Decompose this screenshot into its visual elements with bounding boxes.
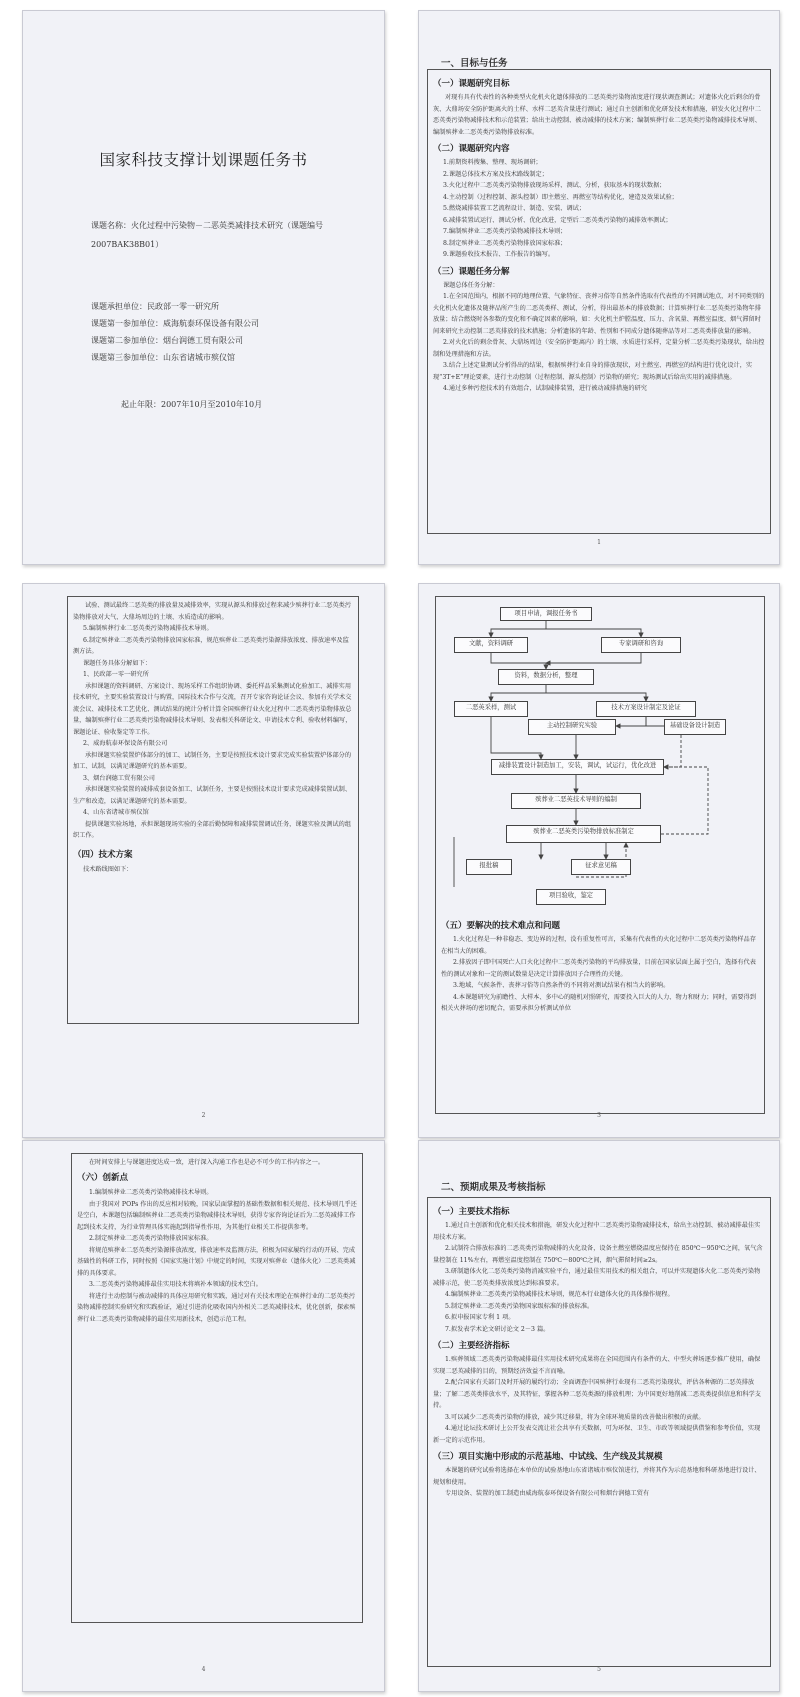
content-item: 3.火化过程中二恶英类污染物排放现场采样、测试、分析，获取基本的现状数据； bbox=[443, 182, 666, 189]
content-item: 4.主动控制（过程控制、源头控制）即主燃室、再燃室等结构优化，建造及效果试验； bbox=[443, 193, 678, 201]
content-item: 9.课题验收技术报告、工作报告的编写。 bbox=[443, 251, 555, 258]
content-item: 7.编制殡葬业二恶英类污染物减排技术导则； bbox=[443, 228, 567, 235]
econ-item: 4.通过论坛技术研讨上公开发表交流让社会共享有关数据，可为环保、卫生、市政等领域提供借鉴和参考价值，实现新一定的示范作用。 bbox=[433, 1425, 761, 1444]
fc-data: 资料，数据分析，整理 bbox=[498, 669, 594, 685]
breakdown-intro: 课题任务具体分解如下： bbox=[83, 659, 152, 667]
fc-accept: 项目验收，鉴定 bbox=[536, 889, 606, 905]
unit-4: 4、山东省诸城市殡仪馆 bbox=[83, 809, 149, 816]
innov-item: 2.制定殡葬业二恶英类污染物排放国家标准。 bbox=[89, 1235, 213, 1242]
content-heading: （二）课题研究内容 bbox=[433, 144, 510, 154]
unit-3-text: 承担课题实验装置的减排成套设备加工、试制任务，主要是按照技术设计要求完成减排装置试制、生产和改造，以满足课题研究的基本需要。 bbox=[73, 786, 352, 805]
undertaker: 课题承担单位：民政部一零一研究所 bbox=[91, 302, 219, 311]
page-number: 1 bbox=[597, 539, 601, 546]
innov-item: 由于我国对 POPs 作出的反应相对较晚，国家层面掌握的基础性数据和相关规范、技术导则几乎还是空白，本课题包括编制殡葬业二恶英类污染物减排技术导则，获得专家咨询论证后为二恶英减排工作起到技术支持，为行业管理具体实施起到指导性作用，为其他行业相关工作提供参考。 bbox=[77, 1200, 357, 1231]
innov-item: 1.编制殡葬业二恶英类污染物减排技术导则。 bbox=[89, 1189, 213, 1196]
unit-1: 1、民政部一零一研究所 bbox=[83, 671, 149, 678]
project-name: 课题名称：火化过程中污染物－二恶英类减排技术研究（课题编号 2007BAK38B01） bbox=[91, 221, 323, 249]
fc-base: 基础设备设计制造 bbox=[664, 719, 726, 735]
content-item: 5.燃烧减排装置工艺流程设计、制造、安装、调试； bbox=[443, 205, 586, 212]
content-item: 8.制定殡葬业二恶英类污染物排放国家标准； bbox=[443, 239, 567, 247]
item-6: 6.制定殡葬业二恶英类污染物排放国家标准，规范殡葬业二恶英类污染源排放浓度、排放速率及监测方法。 bbox=[73, 636, 349, 655]
task-item: 4.通过多种污控技术的有效组合，试制减排装置，进行被动减排措施的研究 bbox=[443, 385, 647, 392]
fc-report: 报批稿 bbox=[466, 859, 512, 875]
tech-item: 2.试制符合排放标准的二恶英类污染物减排的火化设备，设备主燃室燃烧温度应保持在 850℃～950℃之间，氧气含量控制在 11%左右，再燃室温度控制在 750℃～800℃之间，烟气滞留时间≥2s。 bbox=[433, 1245, 763, 1264]
tech-list bbox=[433, 1220, 765, 1335]
fc-lit: 文献，资料调研 bbox=[454, 637, 528, 653]
fc-expert: 专家调研和咨询 bbox=[601, 637, 681, 653]
task-intro: 课题总体任务分解： bbox=[443, 281, 499, 289]
page-number: 4 bbox=[201, 1666, 206, 1673]
goal-heading: （一）课题研究目标 bbox=[433, 79, 510, 89]
section-title: 一、目标与任务 bbox=[441, 58, 508, 69]
cover-title: 国家科技支撑计划课题任务书 bbox=[99, 151, 308, 169]
tech-item: 7.拟发表学术论文研讨论文 2－3 篇。 bbox=[445, 1325, 550, 1333]
goal-text: 对现有具有代表性的各种类型火化机火化遗体排放的二恶英类污染物浓度进行现状调查测试；对遗体火化后剩余的骨灰、大鼎场安全防护距离火的土样、水样二恶英含量进行测试；通过自主创新和优化研发技术和措施，研发火化过程中二恶英类污染物减排技术和示范装置；给出主动控制、被动减排的技术方案；编制殡葬行业二恶英类污染物减排技术导则、编制殡葬业二恶英类污染物排放标准。 bbox=[433, 94, 761, 136]
tech-item: 4.编制殡葬业二恶英类污染物减排技术导则，规范本行业遗体火化的具体操作规程。 bbox=[445, 1291, 674, 1298]
item-5: 5.编制殡葬行业二恶英类污染物减排技术导则。 bbox=[83, 625, 213, 632]
fc-standard: 殡葬业二恶英类污染物排放标准制定 bbox=[506, 825, 661, 843]
unit-4-text: 提供课题实验场地，承担课题现场实验的全部后勤保障和减排装置调试任务，课题实验及测试的组织工作。 bbox=[73, 820, 352, 839]
task-item: 2.对火化后的剩余骨灰、大鼎场周边（安全防护距离内）的土壤、水质进行采样，定量分析二恶英类污染现状，给出控制和处理措施和方法。 bbox=[433, 339, 765, 358]
participant-2: 课题第二参加单位：烟台润德工贸有限公司 bbox=[91, 336, 243, 345]
content-item: 6.减排装置试运行、测试分析、优化改进，定型后二恶英类污染物的减排效率测试； bbox=[443, 216, 672, 224]
page-breakdown bbox=[22, 583, 385, 1138]
plan-heading: （四）技术方案 bbox=[73, 849, 133, 860]
results-box bbox=[427, 1197, 771, 1667]
goals-box bbox=[427, 69, 771, 534]
fc-plan: 技术方案设计制定及论证 bbox=[596, 701, 696, 717]
econ-item: 1.殡葬领域二恶英类污染物减排最佳实用技术研究成果将在全国范围内有条件的大、中型火葬场逐步推广使用，确保实现二恶英减排的目的，预期经济效益不言而喻。 bbox=[433, 1356, 761, 1375]
demo-block bbox=[433, 1465, 765, 1500]
participant-3: 课题第三参加单位：山东省诸城市殡仪馆 bbox=[91, 353, 235, 362]
diff-heading: （五）要解决的技术难点和问题 bbox=[441, 921, 561, 931]
page-cover bbox=[22, 10, 385, 565]
tech-item: 1.通过自主创新和优化相关技术和措施，研发火化过程中二恶英类污染物减排技术，给出主动控制、被动减排最佳实用技术方案。 bbox=[433, 1222, 761, 1241]
diff-item: 4.本课题研究为前瞻性、大样本、多中心的随机对照研究，需要投入巨大的人力、物力和财力；同时，需要得到相关火葬场的密切配合，需要承担分析测试单位 bbox=[441, 993, 756, 1012]
difficulty-section bbox=[441, 915, 759, 1015]
top-text: 试验、测试最终二恶英类的排放量及减排效率，实现从源头和排放过程来减少殡葬行业二恶英类污染物排放对大气、大鼎场周边的土壤、水质造成的影响。 bbox=[73, 602, 352, 621]
flowchart-box bbox=[435, 596, 765, 1114]
demo-text-2: 专用设备、装置的加工制造由威海航泰环保设备有限公司和烟台润德工贸有 bbox=[445, 1490, 650, 1497]
demo-text: 本课题的研究试验将选择在本单位的试验基地山东省诸城市殡仪馆进行，并将其作为示范基地和科研基地进行设计、规划和使用。 bbox=[433, 1467, 761, 1486]
page-results bbox=[418, 1140, 780, 1692]
top-text: 在时间安排上与课题进度达成一致，进行深入沟通工作也是必不可少的工作内容之一。 bbox=[89, 1159, 325, 1166]
page-innovation bbox=[22, 1140, 385, 1692]
tech-item: 6.拟申报国家专利 1 项。 bbox=[445, 1314, 515, 1321]
diff-item: 1.火化过程是一种非稳态、变边界的过程，没有重复性可言，采集有代表性的火化过程中二恶英类污染物样品存在相当大的困难。 bbox=[441, 936, 756, 955]
task-heading: （三）课题任务分解 bbox=[433, 266, 510, 277]
fc-review: 征求意见稿 bbox=[571, 859, 631, 875]
econ-list bbox=[433, 1354, 765, 1446]
innovation-box bbox=[71, 1153, 363, 1623]
diff-list bbox=[441, 934, 759, 1015]
content-item: 1.前期资料搜集、整理、现场调研； bbox=[443, 159, 542, 166]
page-number: 3 bbox=[597, 1112, 601, 1119]
page-goals bbox=[418, 10, 780, 565]
fc-device: 减排装置设计制造加工，安装，调试，试运行，优化改进 bbox=[491, 759, 664, 775]
fc-active: 主动控制研究实验 bbox=[528, 719, 616, 735]
unit-1-text: 承担课题的资料调研、方案设计、现场采样工作组织协调、委托样品采集测试化验加工、减排实用技术研究，主要实验装置设计与购置，国际技术合作与交流，召开专家咨询论证会议、参加有关学术交流会议、减排技术工艺优化、测试结果的统计分析计算全国殡葬行业火化过程中二恶英类污染物排放总量，编制殡葬行业二恶英类污染物减排技术导则、发表相关科研论文、申请技术专利、验收材料编写，课题论证、验收鉴定等工作。 bbox=[73, 682, 352, 736]
innov-item: 3.二恶英类污染物减排最佳实用技术将填补本领域的技术空白。 bbox=[89, 1281, 262, 1288]
participant-1: 课题第一参加单位：威海航泰环保设备有限公司 bbox=[91, 319, 259, 328]
tech-item: 3.研制遗体火化二恶英类污染物消减实验平台，通过最佳实用技术的相关组合，可以并实现遗体火化二恶英类污染物减排示范，使二恶英类排放浓度达到标准要求。 bbox=[433, 1268, 761, 1287]
demo-heading: （三）项目实施中形成的示范基地、中试线、生产线及其规模 bbox=[433, 1452, 663, 1462]
innov-heading: （六）创新点 bbox=[77, 1172, 129, 1183]
content-list bbox=[433, 157, 765, 261]
econ-item: 3.可以减少二恶英类污染物的排放，减少其迁移量，将为全球环境质量的改善做出积极的贡献。 bbox=[445, 1413, 705, 1421]
diff-item: 3.地域、气候条件、丧葬习俗等自然条件的不同将对测试结果有相当大的影响。 bbox=[453, 982, 670, 989]
task-list bbox=[433, 280, 765, 395]
unit-2: 2、威海航泰环保设备有限公司 bbox=[83, 740, 168, 747]
fc-sampling: 二恶英采样，测试 bbox=[454, 701, 528, 717]
breakdown-box bbox=[67, 596, 359, 1024]
tech-heading: （一）主要技术指标 bbox=[433, 1207, 510, 1217]
period: 起止年限：2007年10月至2010年10月 bbox=[121, 400, 263, 409]
page-number: 5 bbox=[597, 1666, 601, 1673]
innov-item: 将进行主动控制与被动减排的具体应用研究和实践，通过对有关技术理论在殡葬行业的二恶英类污染物减排控制实验研究和实践验证，通过引进消化吸收国内外相关二恶英减排技术，优化创新，探索殡葬行业二恶英类污染物减排的最佳实用新技术，创造示范工程。 bbox=[77, 1292, 356, 1323]
fc-start: 项目申请，调报任务书 bbox=[500, 607, 592, 621]
diff-item: 2.排放因子即中国死亡人口火化过程中二恶英类污染物的平均排放量，目前在国家层面上属于空白，选择有代表性的测试对象和一定的测试数量是决定计算排放因子合理性的关键。 bbox=[441, 959, 756, 978]
unit-2-text: 承担课题实验装置炉体部分的加工、试制任务，主要是按照技术设计要求完成实验装置炉体部分的加工、试制，以满足课题研究的基本需要。 bbox=[73, 751, 352, 770]
page-flowchart bbox=[418, 583, 780, 1138]
econ-item: 2.配合国家有关部门及时开展的履约行动；全面调查中国殡葬行业现有二恶英污染现状，评估各种源的二恶英排放量；了解二恶英类排放水平，及其特征，掌握各种二恶英类源的排放机理；为中国更好地削减二恶英类提供信息和科学支持。 bbox=[433, 1379, 761, 1409]
section-title: 二、预期成果及考核指标 bbox=[441, 1182, 546, 1193]
econ-heading: （二）主要经济指标 bbox=[433, 1341, 510, 1351]
content-item: 2.课题总体技术方案及技术路线制定； bbox=[443, 170, 548, 178]
page-number: 2 bbox=[201, 1112, 206, 1119]
innov-item: 将规范殡葬业二恶英类污染源排放浓度，排放速率及监测方法，积极为国家履约行动的开展、完成基础性的科研工作，同时按照《国家实施计划》中规定的时间，实现对殡葬业（遗体火化）二恶英类减排的具体要求。 bbox=[77, 1246, 356, 1277]
task-item: 3.结合上述定量测试分析得出的结果，根据殡葬行业自身的排放现状，对主燃室、再燃室的结构进行优化设计，实现“3T+E”理论要素，进行主动控制（过程控制、源头控制）污染物的研究；现场测试后给出实用的减排措施。 bbox=[433, 362, 753, 381]
tech-item: 5.制定殡葬业二恶英类污染物国家级标准的排放标准。 bbox=[445, 1302, 594, 1310]
plan-text: 技术路线图如下： bbox=[83, 866, 133, 873]
unit-3: 3、烟台润德工贸有限公司 bbox=[83, 774, 155, 782]
fc-guide: 殡葬业二恶英技术导则的编制 bbox=[511, 793, 641, 809]
task-item: 1.在全国范围内，根据不同的地理位置、气象特征、丧葬习俗等自然条件选取有代表性的不同测试地点，对不同类别的火化机火化遗体及随葬品所产生的二恶英类样、测试、分析，得出最基本的排放数据；计算殡葬行业二恶英类污染物年排放量；结合燃烧时各参数的变化和不确定因素的影响，如：火化机主炉膛温度、压力、含氧量、再燃室温度、烟气滞留时间来研究主动控制二恶英排放的技术措施；分析遗体的年龄、性别和不同成分遗体随葬品等对二恶英类排放量的影响。 bbox=[433, 293, 765, 335]
